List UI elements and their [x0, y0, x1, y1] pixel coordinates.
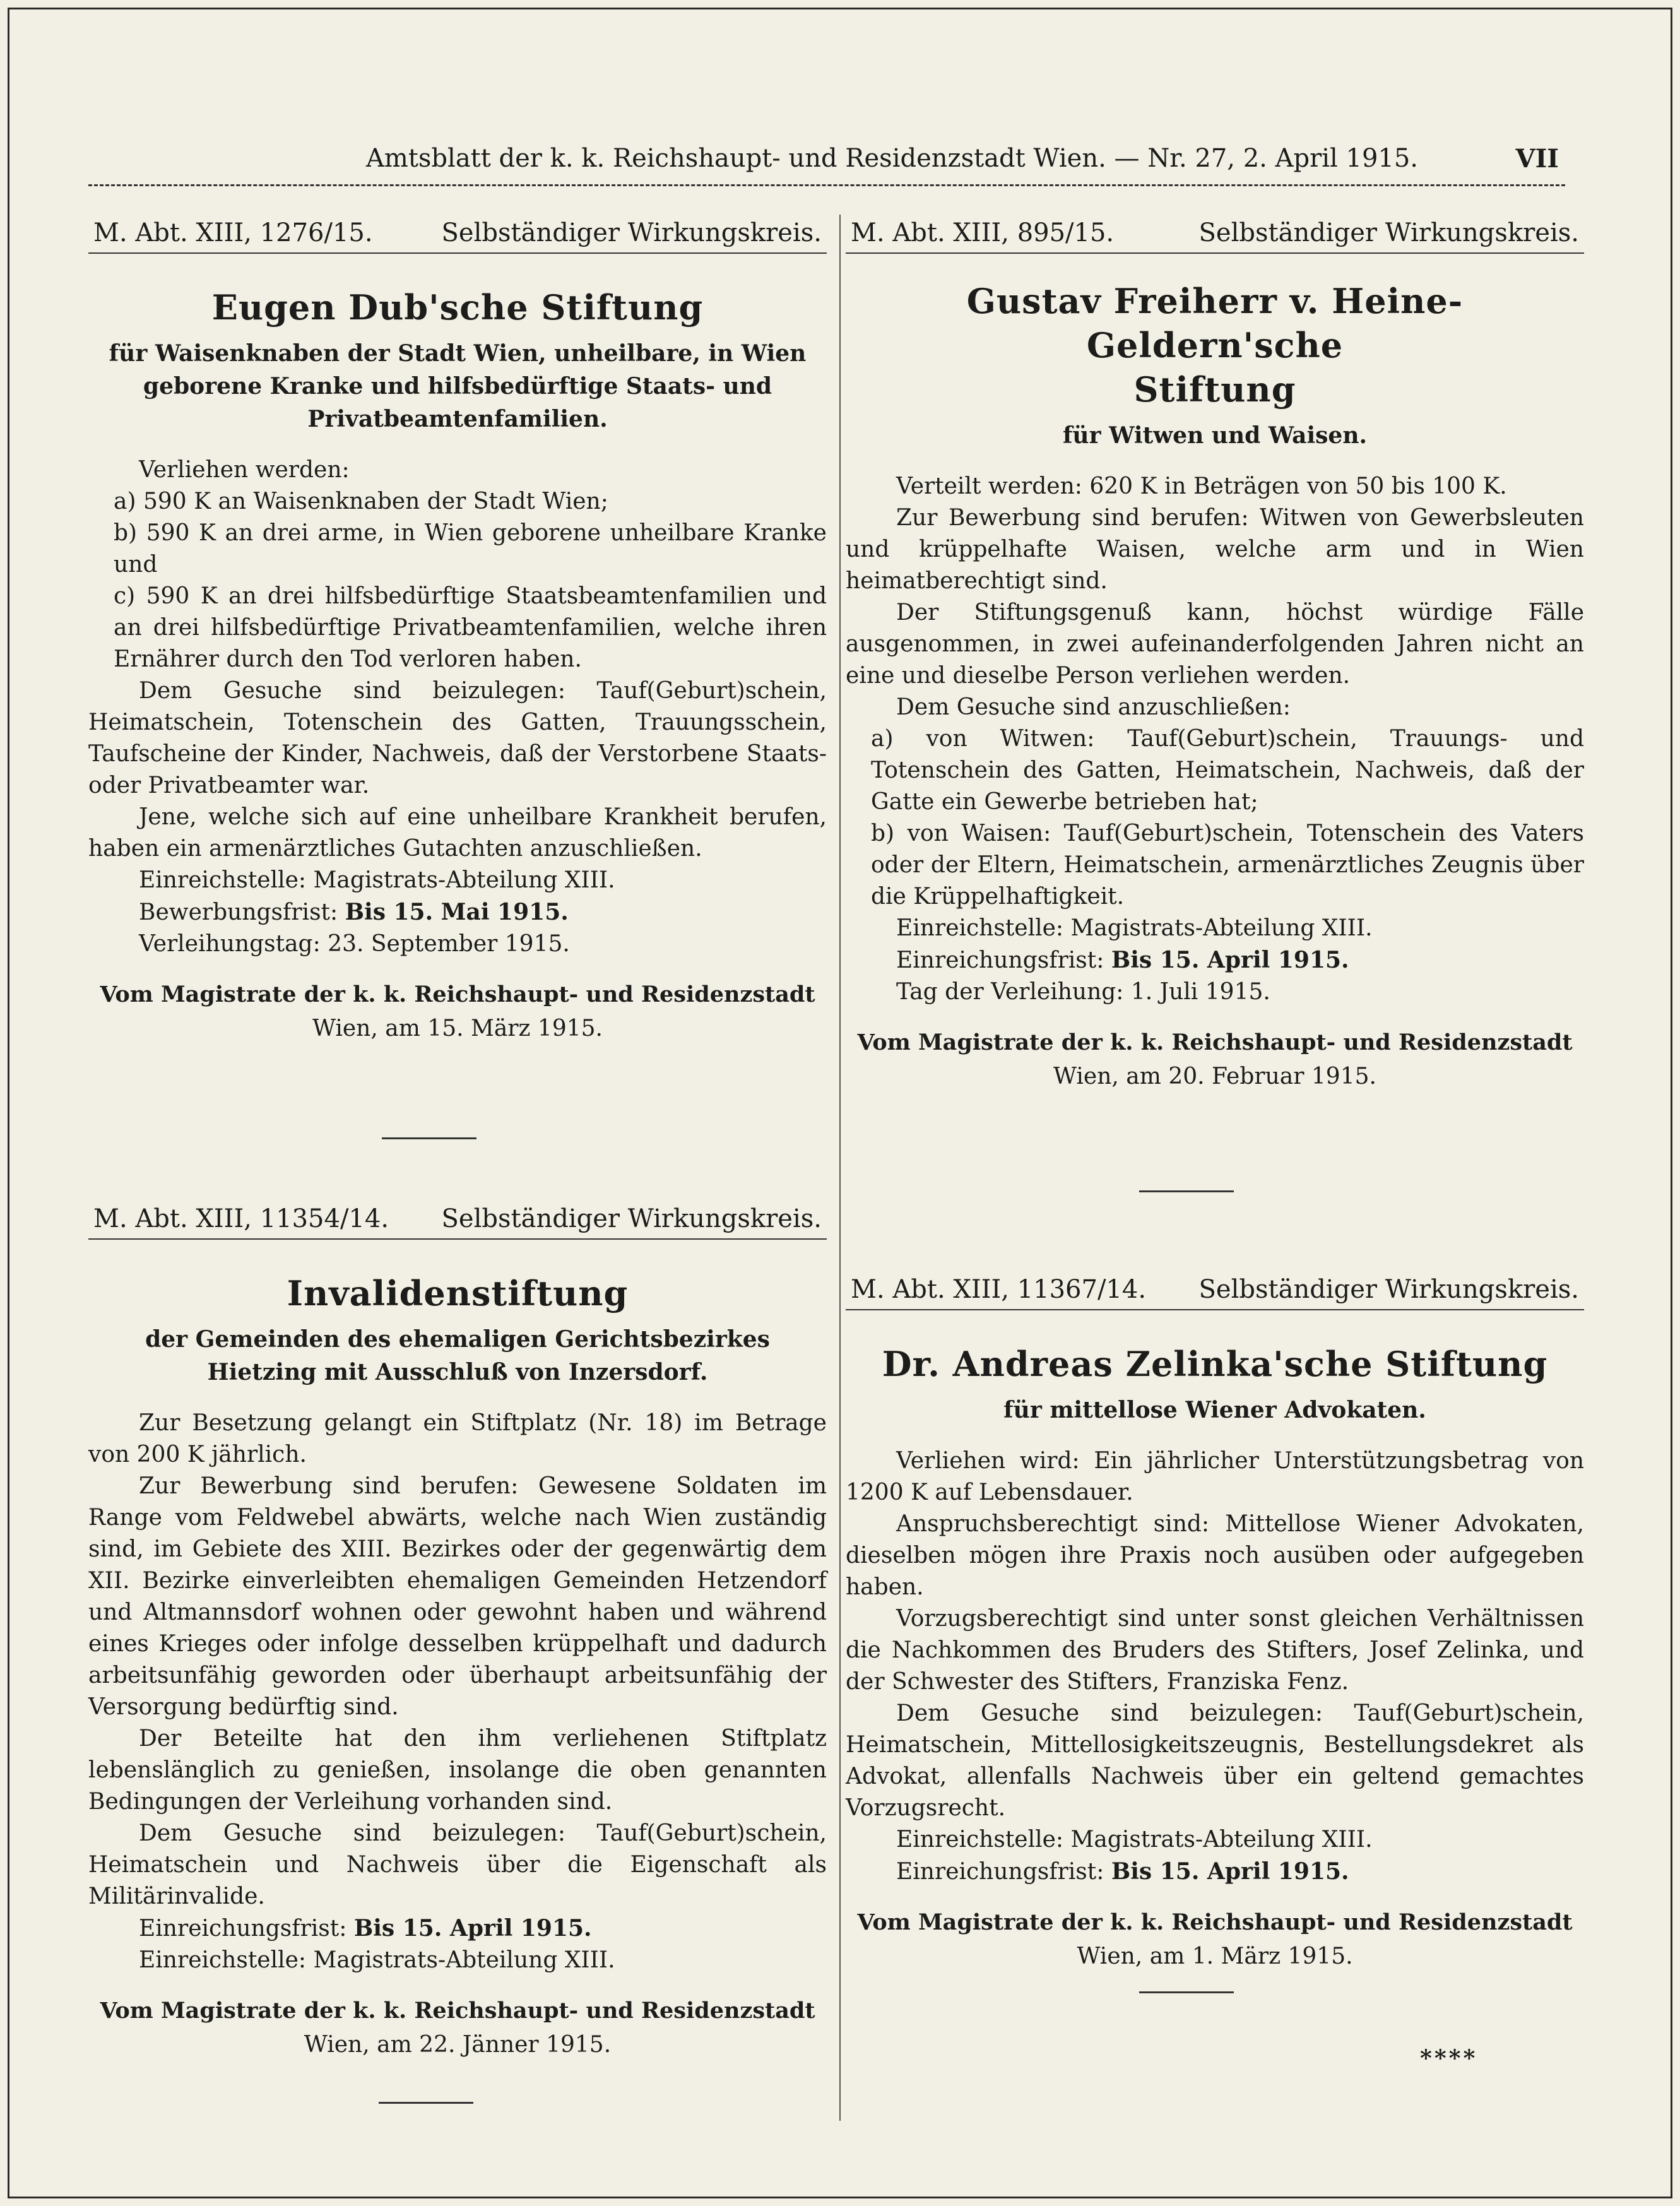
- reference-number: M. Abt. XIII, 1276/15.: [93, 218, 373, 247]
- section-header: [88, 213, 827, 254]
- deadline-label: Bewerbungsfrist:: [139, 899, 338, 925]
- header-rule: [88, 184, 1565, 186]
- paragraph: Einreichstelle: Magistrats-Abteilung XIII.: [139, 1947, 615, 1973]
- paragraph: Einreichstelle: Magistrats-Abteilung XIII.: [896, 915, 1373, 941]
- paragraph: Tag der Verleihung: 1. Juli 1915.: [896, 979, 1270, 1005]
- paragraph: Dem Gesuche sind beizulegen: Tauf(Geburt)schein, Heimatschein und Nachweis über die Eigenschaft als Militärinvalide.: [88, 1820, 827, 1909]
- deadline-label: Einreichungsfrist:: [896, 1859, 1104, 1885]
- deadline-value: Bis 15. April 1915.: [1111, 947, 1349, 973]
- jurisdiction-label: Selbständiger Wirkungskreis.: [441, 218, 822, 247]
- section-separator: [1139, 1190, 1234, 1192]
- paragraph: Verliehen wird: Ein jährlicher Unterstützungsbetrag von 1200 K auf Lebensdauer.: [846, 1448, 1584, 1505]
- paragraph: Der Beteilte hat den ihm verliehenen Stiftplatz lebenslänglich zu genießen, insolange die oben genannten Bedingungen der Verleihung vorhanden sind.: [88, 1726, 827, 1815]
- section-dub-stiftung: [88, 213, 827, 1046]
- signature-line: Vom Magistrate der k. k. Reichshaupt- und Residenzstadt: [857, 1909, 1573, 1935]
- title-line: Gustav Freiherr v. Heine-Geldern'sche: [966, 281, 1464, 365]
- paragraph: Zur Bewerbung sind berufen: Witwen von Gewerbsleuten und krüppelhafte Waisen, welche arm und in Wien heimatberechtigt sind.: [846, 505, 1584, 594]
- section-subtitle: der Gemeinden des ehemaligen Gerichtsbezirkes Hietzing mit Ausschluß von Inzersdorf.: [145, 1326, 770, 1385]
- paragraph: Zur Besetzung gelangt ein Stiftplatz (Nr. 18) im Betrage von 200 K jährlich.: [88, 1410, 827, 1468]
- paragraph: Verteilt werden: 620 K in Beträgen von 50 bis 100 K.: [896, 473, 1507, 499]
- jurisdiction-label: Selbständiger Wirkungskreis.: [441, 1204, 822, 1233]
- deadline: [846, 944, 1584, 976]
- deadline: [88, 896, 827, 928]
- end-mark: ****: [1420, 2045, 1478, 2072]
- jurisdiction-label: Selbständiger Wirkungskreis.: [1198, 1275, 1579, 1304]
- list-item: c) 590 K an drei hilfsbedürftige Staatsbeamtenfamilien und an drei hilfsbedürftige Privatbeamtenfamilien, welche ihren Ernährer durch den Tod verloren haben.: [114, 583, 827, 672]
- paragraph: Dem Gesuche sind beizulegen: Tauf(Geburt)schein, Heimatschein, Mittellosigkeitszeugnis, Bestellungsdekret als Advokat, allenfalls Nachweis über ein geltend gemachtes Vorzugsrecht.: [846, 1700, 1584, 1821]
- section-subtitle: für mittellose Wiener Advokaten.: [1003, 1397, 1426, 1423]
- section-heine-geldern-stiftung: [846, 213, 1584, 1094]
- jurisdiction-label: Selbständiger Wirkungskreis.: [1198, 218, 1579, 247]
- title-line: Stiftung: [1133, 369, 1296, 410]
- signature-date: Wien, am 15. März 1915.: [312, 1016, 603, 1041]
- section-title: Eugen Dub'sche Stiftung: [211, 287, 704, 328]
- signature-date: Wien, am 1. März 1915.: [1077, 1943, 1353, 1969]
- section-body: [846, 471, 1584, 1008]
- reference-number: M. Abt. XIII, 11354/14.: [93, 1204, 389, 1233]
- paragraph: Einreichstelle: Magistrats-Abteilung XIII.: [896, 1827, 1373, 1853]
- signature-date: Wien, am 20. Februar 1915.: [1053, 1064, 1376, 1089]
- page-header: [88, 144, 1559, 182]
- section-title: [846, 279, 1584, 412]
- deadline-label: Einreichungsfrist:: [139, 1916, 347, 1942]
- paragraph: Anspruchsberechtigt sind: Mittellose Wiener Advokaten, dieselben mögen ihre Praxis noch ausüben oder aufgegeben haben.: [846, 1511, 1584, 1600]
- section-zelinka-stiftung: [846, 1270, 1584, 1974]
- section-separator: [382, 1137, 476, 1139]
- signature-line: Vom Magistrate der k. k. Reichshaupt- und Residenzstadt: [857, 1029, 1573, 1055]
- section-separator: [1139, 1991, 1234, 1993]
- page-number: VII: [1515, 144, 1559, 174]
- signature-line: Vom Magistrate der k. k. Reichshaupt- und Residenzstadt: [100, 981, 815, 1007]
- section-subtitle: für Waisenknaben der Stadt Wien, unheilbare, in Wien geborene Kranke und hilfsbedürftige Staats- und Privatbeamtenfamilien.: [109, 340, 807, 432]
- section-invalidenstiftung: [88, 1199, 827, 2062]
- list-item: b) von Waisen: Tauf(Geburt)schein, Totenschein des Vaters oder der Eltern, Heimatschein, armenärztliches Zeugnis über die Krüppelhaftigkeit.: [871, 821, 1584, 910]
- signature-date: Wien, am 22. Jänner 1915.: [304, 2032, 612, 2058]
- deadline: [846, 1856, 1584, 1888]
- paragraph: Einreichstelle: Magistrats-Abteilung XIII.: [139, 867, 615, 893]
- paragraph: Zur Bewerbung sind berufen: Gewesene Soldaten im Range vom Feldwebel abwärts, welche nach Wien zuständig sind, im Gebiete des XIII. Bezirkes oder der gegenwärtig dem XII. Bezirke einverleibten ehemaligen Gemeinden Hetzendorf und Altmannsdorf wohnen oder gewohnt haben und während eines Krieges oder infolge desselben krüppelhaft und dadurch arbeitsunfähig geworden oder überhaupt arbeitsunfähig der Versorgung bedürftig sind.: [88, 1473, 827, 1720]
- paragraph: Der Stiftungsgenuß kann, höchst würdige Fälle ausgenommen, in zwei aufeinanderfolgenden Jahren nicht an eine und dieselbe Person verliehen werden.: [846, 600, 1584, 689]
- section-body: [846, 1445, 1584, 1888]
- section-title: Dr. Andreas Zelinka'sche Stiftung: [882, 1344, 1548, 1384]
- reference-number: M. Abt. XIII, 11367/14.: [851, 1275, 1147, 1304]
- section-body: [88, 1408, 827, 1976]
- paragraph: Verliehen werden:: [139, 457, 350, 483]
- paragraph: Vorzugsberechtigt sind unter sonst gleichen Verhältnissen die Nachkommen des Bruders des Stifters, Josef Zelinka, und der Schwester des Stifters, Franziska Fenz.: [846, 1606, 1584, 1695]
- section-subtitle: für Witwen und Waisen.: [1062, 422, 1368, 449]
- section-header: [846, 213, 1584, 254]
- column-divider: [839, 215, 841, 2121]
- list-item: a) von Witwen: Tauf(Geburt)schein, Trauungs- und Totenschein des Gatten, Heimatschein, Nachweis, daß der Gatte ein Gewerbe betrieben hat;: [871, 726, 1584, 815]
- list-item: a) 590 K an Waisenknaben der Stadt Wien;: [114, 489, 608, 514]
- paragraph: Jene, welche sich auf eine unheilbare Krankheit berufen, haben ein armenärztliches Gutachten anzuschließen.: [88, 804, 827, 862]
- deadline-label: Einreichungsfrist:: [896, 947, 1104, 973]
- signature-line: Vom Magistrate der k. k. Reichshaupt- und Residenzstadt: [100, 1998, 815, 2024]
- deadline: [88, 1912, 827, 1945]
- section-header: [88, 1199, 827, 1240]
- section-body: [88, 454, 827, 960]
- list-item: b) 590 K an drei arme, in Wien geborene unheilbare Kranke und: [114, 520, 827, 578]
- paragraph: Dem Gesuche sind anzuschließen:: [896, 694, 1291, 720]
- section-separator: [379, 2102, 473, 2104]
- deadline-value: Bis 15. April 1915.: [1111, 1858, 1349, 1885]
- paragraph: Verleihungstag: 23. September 1915.: [139, 931, 570, 957]
- deadline-value: Bis 15. April 1915.: [353, 1915, 592, 1942]
- deadline-value: Bis 15. Mai 1915.: [345, 899, 569, 925]
- header-title: Amtsblatt der k. k. Reichshaupt- und Residenzstadt Wien. — Nr. 27, 2. April 1915.: [366, 144, 1419, 173]
- paragraph: Dem Gesuche sind beizulegen: Tauf(Geburt)schein, Heimatschein, Totenschein des Gatten, Trauungsschein, Taufscheine der Kinder, Nachweis, daß der Verstorbene Staats- oder Privatbeamter war.: [88, 678, 827, 798]
- section-title: Invalidenstiftung: [287, 1273, 629, 1314]
- section-header: [846, 1270, 1584, 1310]
- reference-number: M. Abt. XIII, 895/15.: [851, 218, 1115, 247]
